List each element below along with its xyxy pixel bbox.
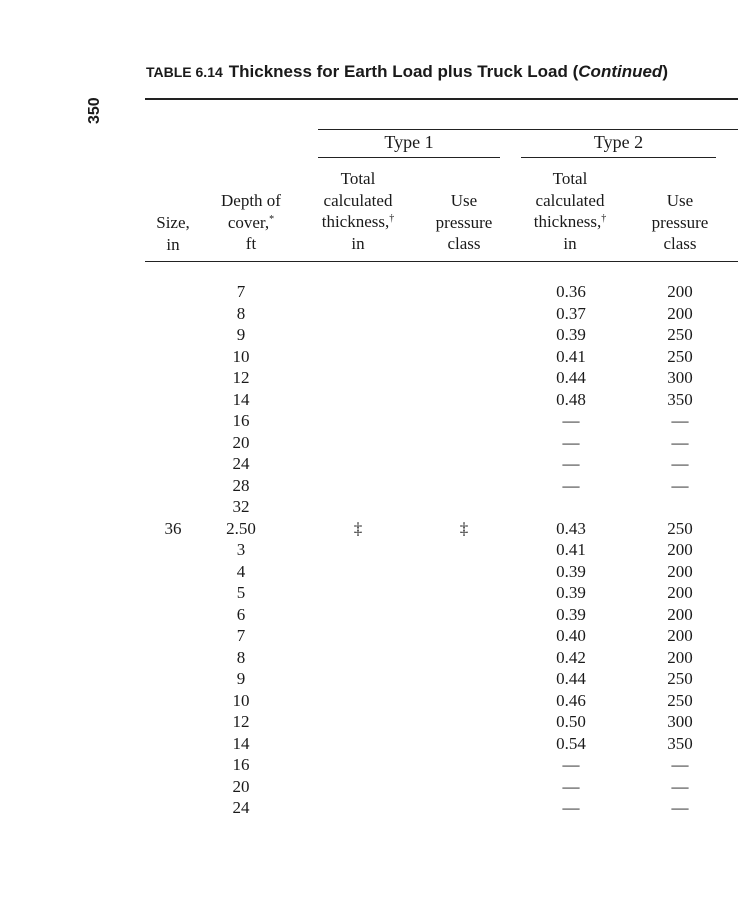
type2-thickness-cell: 0.37 xyxy=(556,303,586,323)
type1-thickness-header: Total calculated thickness,† in xyxy=(321,169,395,253)
page-number: 350 xyxy=(86,97,103,125)
type2-thickness-cell: 0.44 xyxy=(556,669,586,688)
type2-class-cell: 350 xyxy=(667,733,693,753)
type2-class-cell: 300 xyxy=(667,712,693,731)
type2-thickness-cell: — xyxy=(562,411,580,430)
depth-cell: 6 xyxy=(236,604,246,624)
depth-cell: 20 xyxy=(232,776,250,796)
type2-thickness-cell: 0.46 xyxy=(556,690,586,710)
type2-class-cell: 200 xyxy=(667,540,693,559)
depth-cell: 24 xyxy=(232,798,250,817)
type2-class-cell: 350 xyxy=(667,389,693,409)
type2-class-cell: 250 xyxy=(667,325,693,344)
type2-class-cell: — xyxy=(671,432,689,452)
type2-class-cell: 200 xyxy=(667,282,693,301)
type1-thickness-cell: ‡ xyxy=(353,518,363,538)
type2-class-cell: 200 xyxy=(667,604,693,624)
depth-cell: 8 xyxy=(236,647,246,667)
header-bottom-rule xyxy=(145,261,738,262)
type2-class-cell: 300 xyxy=(667,368,693,387)
table-title-continued: Continued xyxy=(578,62,663,81)
type2-thickness-cell: — xyxy=(562,776,580,796)
top-rule xyxy=(145,98,738,100)
size-cell: 36 xyxy=(164,518,182,538)
type2-thickness-cell: 0.41 xyxy=(556,346,586,366)
table-title-end: ) xyxy=(662,62,668,81)
depth-cell: 20 xyxy=(232,432,250,452)
type2-thickness-cell: 0.50 xyxy=(556,712,586,731)
type2-thickness-cell: 0.39 xyxy=(556,325,586,344)
depth-cell: 24 xyxy=(232,454,250,473)
table-title xyxy=(146,62,668,82)
depth-cell: 10 xyxy=(232,346,250,366)
type2-thickness-cell: 0.41 xyxy=(556,540,586,559)
type2-class-cell: — xyxy=(671,798,689,817)
type2-thickness-cell: 0.39 xyxy=(556,583,586,602)
type2-class-cell: 250 xyxy=(667,518,693,538)
type2-class-cell: 200 xyxy=(667,583,693,602)
type2-thickness-cell: 0.43 xyxy=(556,518,586,538)
depth-cell: 16 xyxy=(232,755,250,774)
type2-header: Type 2 xyxy=(593,132,644,152)
depth-cell: 9 xyxy=(236,669,246,688)
type-group-rule xyxy=(318,129,738,130)
depth-cell: 4 xyxy=(236,561,246,581)
type1-underline xyxy=(318,157,500,158)
type2-thickness-cell: 0.48 xyxy=(556,389,586,409)
type2-class-cell: — xyxy=(671,475,689,495)
depth-cell: 14 xyxy=(232,733,250,753)
depth-cell: 8 xyxy=(236,303,246,323)
type2-class-cell: — xyxy=(671,776,689,796)
depth-cell: 10 xyxy=(232,690,250,710)
type1-class-cell: ‡ xyxy=(459,518,469,538)
type2-class-cell: 250 xyxy=(667,669,693,688)
depth-cell: 16 xyxy=(232,411,250,430)
type2-thickness-cell: — xyxy=(562,454,580,473)
type2-thickness-header: Total calculated thickness,† in xyxy=(533,169,607,253)
type2-thickness-cell: 0.40 xyxy=(556,626,586,645)
type2-thickness-cell: — xyxy=(562,755,580,774)
type2-class-cell: 200 xyxy=(667,303,693,323)
type2-thickness-cell: 0.36 xyxy=(556,282,586,301)
type1-class-header: Use pressure class xyxy=(435,191,493,253)
type2-class-cell: 250 xyxy=(667,690,693,710)
type2-thickness-cell: 0.44 xyxy=(556,368,586,387)
type2-thickness-cell: 0.54 xyxy=(556,733,586,753)
type1-header: Type 1 xyxy=(384,132,434,152)
type2-thickness-cell: 0.42 xyxy=(556,647,586,667)
depth-cell: 14 xyxy=(232,389,250,409)
type2-thickness-cell: — xyxy=(562,798,580,817)
depth-cell: 32 xyxy=(232,497,250,516)
depth-cell: 12 xyxy=(232,368,250,387)
type2-class-header: Use pressure class xyxy=(651,191,709,253)
type2-thickness-cell: 0.39 xyxy=(556,604,586,624)
depth-cell: 3 xyxy=(236,540,246,559)
type2-underline xyxy=(521,157,716,158)
depth-cell: 7 xyxy=(236,626,246,645)
depth-cell: 5 xyxy=(236,583,246,602)
type2-class-cell: 200 xyxy=(667,561,693,581)
type2-class-cell: 250 xyxy=(667,346,693,366)
type2-thickness-cell: — xyxy=(562,432,580,452)
type2-thickness-cell: 0.39 xyxy=(556,561,586,581)
depth-cell: 7 xyxy=(236,282,246,301)
table-label: TABLE 6.14 xyxy=(146,64,223,80)
depth-cell: 12 xyxy=(232,712,250,731)
type2-class-cell: 200 xyxy=(667,626,693,645)
type2-class-cell: — xyxy=(671,454,689,473)
table-title-text: Thickness for Earth Load plus Truck Load ( xyxy=(228,62,579,81)
depth-column-header: Depth of cover,* ft xyxy=(221,191,281,253)
type2-thickness-cell: — xyxy=(562,475,580,495)
size-column-header: Size, in xyxy=(156,213,190,254)
depth-cell: 28 xyxy=(232,475,250,495)
type2-class-cell: — xyxy=(671,755,689,774)
type2-class-cell: — xyxy=(671,411,689,430)
depth-cell: 2.50 xyxy=(226,518,256,538)
depth-cell: 9 xyxy=(236,325,246,344)
type2-class-cell: 200 xyxy=(667,647,693,667)
